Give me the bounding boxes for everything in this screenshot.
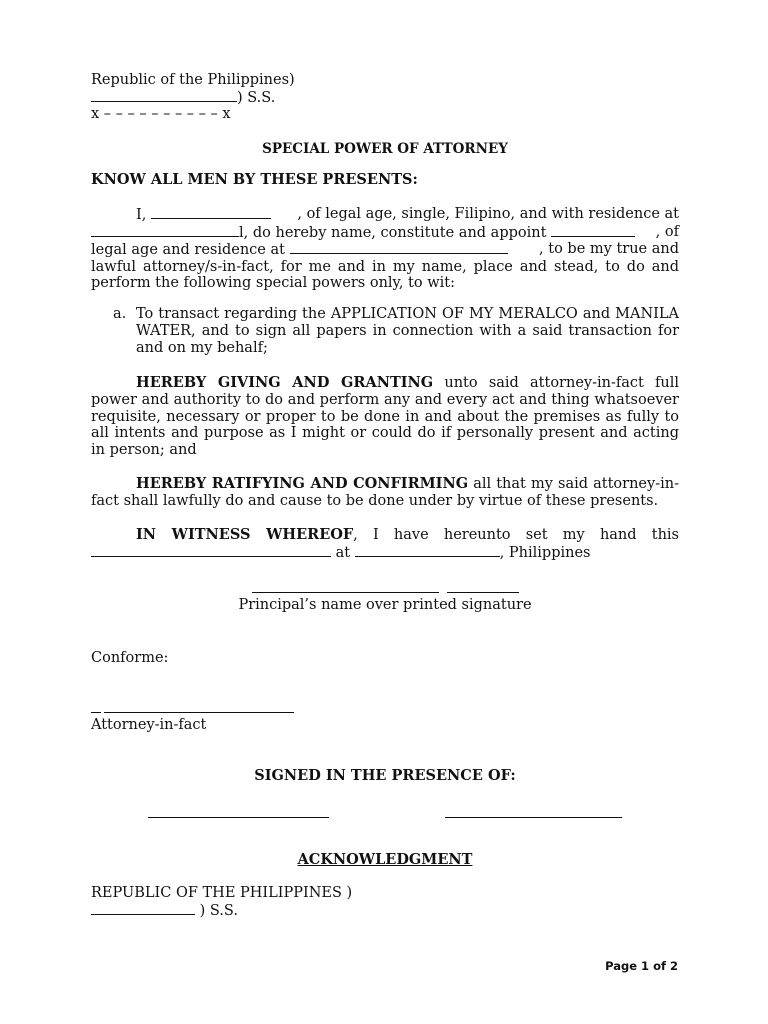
witness-signature-line-1 — [148, 805, 329, 822]
page-total: 2 — [669, 959, 678, 973]
paragraph-appointment — [91, 206, 679, 292]
appointment-line-3-start — [91, 241, 508, 259]
attorney-signature-blank-short — [91, 700, 101, 713]
intro-heading: KNOW ALL MEN BY THESE PRESENTS: — [91, 171, 418, 188]
document-title: SPECIAL POWER OF ATTORNEY — [262, 141, 508, 157]
ack-venue-line-2 — [91, 902, 352, 920]
witness-heading: IN WITNESS WHEREOF — [136, 526, 354, 543]
ack-venue-line-1: REPUBLIC OF THE PHILIPPINES ) — [91, 885, 353, 901]
attorney-name-blank — [551, 224, 635, 237]
granting-text: unto said attorney-in-fact full power and authority to do and perform any and every act and thing whatsoever requisite, necessary or proper to be done in and about the premises as fully to all intents and purpose as I might or could do if personally present and acting in person; and — [91, 375, 679, 459]
signed-presence-heading: SIGNED IN THE PRESENCE OF: — [254, 767, 516, 784]
attorney-signature-blank-end — [262, 700, 294, 713]
principal-name-blank — [151, 206, 271, 219]
text-true-lawful: , to be my true and — [539, 241, 679, 257]
attorney-address-blank — [290, 241, 508, 254]
venue-ss: ) S.S. — [237, 89, 276, 106]
attorney-signature-line — [91, 700, 294, 717]
witness-signature-line-2 — [445, 805, 622, 822]
venue-line-2 — [91, 89, 295, 107]
principal-name-line — [252, 580, 439, 593]
granting-heading: HEREBY GIVING AND GRANTING — [136, 374, 434, 391]
appointment-line-3 — [91, 241, 679, 259]
text-at: at — [331, 544, 355, 561]
venue-line-3: x – – – – – – – – – – x — [91, 106, 231, 122]
ack-venue-block — [91, 885, 352, 919]
text-of: , of — [655, 223, 679, 240]
attorney-signature-blank — [104, 700, 262, 713]
text-residence: , of legal age, single, Filipino, and with residence at — [297, 206, 679, 222]
paragraph-ratifying — [91, 476, 679, 510]
principal-address-blank — [91, 224, 239, 237]
principal-caption: Principal’s name over printed signature — [238, 597, 532, 613]
principal-signature-blank — [447, 580, 519, 593]
text-appoint: l, do hereby name, constitute and appoint — [239, 224, 552, 241]
date-blank — [91, 544, 331, 557]
attorney-caption: Attorney-in-fact — [91, 717, 207, 733]
appointment-line-2 — [91, 224, 679, 242]
witness-line-1 — [91, 527, 679, 544]
venue-block — [91, 72, 295, 123]
ratifying-text: all that my said attorney-in-fact shall lawfully do and cause to be done under by virtue of these presents. — [91, 476, 679, 509]
witness-line-2 — [91, 544, 679, 562]
venue-blank — [91, 89, 237, 102]
page-number — [605, 959, 678, 973]
witness-1-blank — [148, 805, 329, 818]
conforme-label: Conforme: — [91, 650, 169, 666]
witness-text: , I have hereunto set my hand this — [353, 527, 679, 543]
text-legal-age: legal age and residence at — [91, 242, 290, 258]
page-of: of — [649, 959, 670, 973]
page-current: 1 — [641, 959, 650, 973]
venue-line-1: Republic of the Philippines) — [91, 72, 295, 88]
acknowledgment-heading: ACKNOWLEDGMENT — [297, 851, 473, 868]
ratifying-heading: HEREBY RATIFYING AND CONFIRMING — [136, 475, 469, 492]
principal-signature-line — [252, 580, 519, 597]
text-i: I, — [136, 207, 151, 223]
appointment-line-1-start — [136, 206, 271, 224]
ack-venue-blank — [91, 902, 195, 915]
paragraph-witness — [91, 527, 679, 561]
power-item-a — [91, 306, 679, 356]
ack-venue-ss: ) S.S. — [195, 902, 238, 919]
witness-2-blank — [445, 805, 622, 818]
text-philippines: , Philippines — [499, 544, 591, 561]
appointment-line-4: lawful attorney/s-in-fact, for me and in my name, place and stead, to do and perform the following special powers only, to wit: — [91, 258, 679, 292]
appointment-line-1 — [91, 206, 679, 224]
item-text: To transact regarding the APPLICATION OF MY MERALCO and MANILA WATER, and to sign all papers in connection with a said transaction for and on my behalf; — [136, 306, 679, 356]
place-blank — [355, 544, 500, 557]
item-marker: a. — [113, 306, 127, 322]
appointment-line-2-start — [91, 224, 635, 242]
paragraph-granting — [91, 375, 679, 459]
page-label: Page — [605, 959, 642, 973]
